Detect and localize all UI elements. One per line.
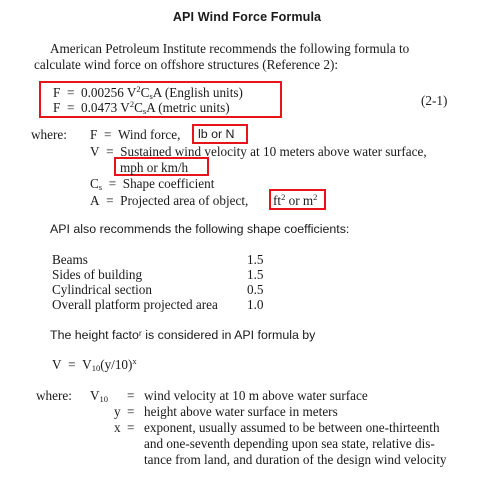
table-row-value: 1.5 bbox=[247, 267, 264, 282]
def-cs: $C_s$ = Shape coefficient bbox=[90, 176, 215, 192]
def-v10-text: wind velocity at 10 m above water surface bbox=[144, 388, 368, 403]
area-units: $ft^2$ or $m^2$ bbox=[273, 192, 318, 208]
def-x-text-3: tance from land, and duration of the design wind velocity bbox=[144, 452, 447, 467]
table-row-value: 1.0 bbox=[247, 297, 264, 312]
table-row-value: 1.5 bbox=[247, 252, 264, 267]
def-a: A = Projected area of object, bbox=[90, 193, 249, 208]
velocity-units: mph or km/h bbox=[120, 160, 189, 175]
def-v10: $V_{10}$ bbox=[90, 388, 109, 404]
table-row-name: Beams bbox=[52, 252, 88, 267]
table-row-name: Overall platform projected area bbox=[52, 297, 218, 312]
def-v10-eq: = bbox=[127, 388, 135, 403]
equation-number: (2-1) bbox=[421, 93, 448, 108]
page-title: API Wind Force Formula bbox=[172, 10, 322, 24]
table-row-name: Sides of building bbox=[52, 267, 143, 282]
where-label: where: bbox=[31, 127, 67, 142]
def-x-eq: = bbox=[127, 420, 135, 435]
height-formula: $V = V_{10}(y/10)^x$ bbox=[52, 356, 137, 373]
def-y-text: height above water surface in meters bbox=[144, 404, 338, 419]
formula-metric: F = 0.0473 $V^2C_sA$ (metric units) bbox=[53, 99, 230, 116]
def-y-sym: y bbox=[114, 404, 121, 419]
def-x-sym: x bbox=[114, 420, 121, 435]
def-x-text-2: and one-seventh depending upon sea state, relative dis- bbox=[144, 436, 435, 451]
table-row-name: Cylindrical section bbox=[52, 282, 152, 297]
def-y-eq: = bbox=[127, 404, 135, 419]
def-f: F = Wind force, bbox=[90, 127, 181, 142]
intro-line-1: American Petroleum Institute recommends the following formula to bbox=[50, 41, 410, 56]
force-units: lb or N bbox=[198, 127, 235, 141]
height-intro: The height factoʳ is considered in API formula by bbox=[50, 328, 316, 342]
def-x-text-1: exponent, usually assumed to be between one-thirteenth bbox=[144, 420, 440, 435]
table-row-value: 0.5 bbox=[247, 282, 264, 297]
intro-line-2: calculate wind force on offshore structures (Reference 2): bbox=[34, 57, 339, 72]
shape-intro: API also recommends the following shape coefficients: bbox=[50, 222, 350, 236]
where-label-2: where: bbox=[36, 388, 72, 403]
def-v: V = Sustained wind velocity at 10 meters above water surface, bbox=[90, 144, 427, 159]
formula-english: F = 0.00256 $V^2C_sA$ (English units) bbox=[53, 84, 243, 101]
